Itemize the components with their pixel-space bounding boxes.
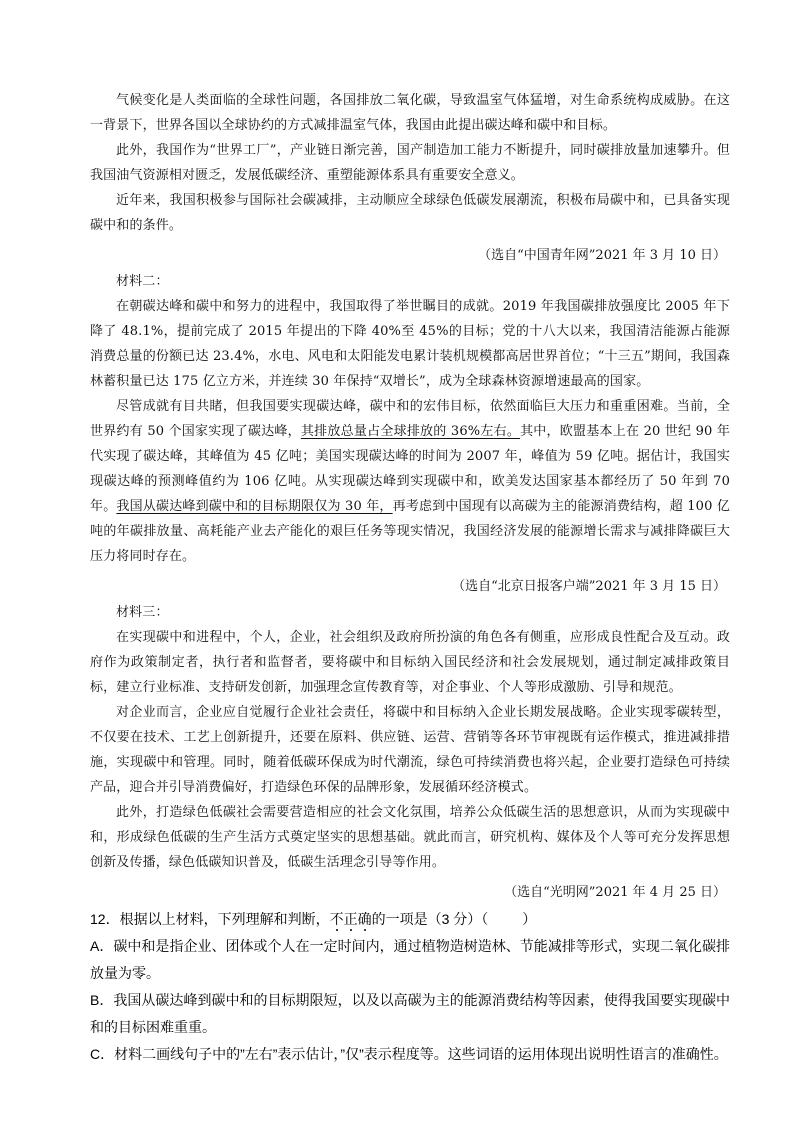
material2-label: 材料二： <box>116 274 169 289</box>
material3-label: 材料三： <box>116 605 169 620</box>
material3-paragraph-2: 对企业而言，企业应自觉履行企业社会责任，将碳中和目标纳入企业长期发展战略。企业实现零碳转型，不仅要在技术、工艺上创新提升，还要在原料、供应链、运营、营销等各环节审视既有运作模式，推进减排措施，实现碳中和管理。同时，随着低碳环保成为时代潮流，绿色可持续消费也将兴起，企业要打造绿色可持续产品，迎合并引导消费偏好，打造绿色环保的品牌形象，发展循环经济模式。 <box>90 705 730 795</box>
question-stem-text-2: 的一项是（3 分）（ <box>371 911 489 927</box>
question-stem-close: ） <box>522 911 537 927</box>
emphasis-char: 确 <box>357 911 372 927</box>
material3-paragraph-1: 在实现碳中和进程中，个人，企业，社会组织及政府所扮演的角色各有侧重，应形成良性配合及互动。政府作为政策制定者，执行者和监督者，要将碳中和目标纳入国民经济和社会发展规划，通过制定减排政策目标，建立行业标准、支持研发创新，加强理念宣传教育等，对企事业、个人等形成激励、引导和规范。 <box>90 630 730 695</box>
emphasis-char: 不 <box>329 911 344 927</box>
material1-source: （选自“中国青年网”2021 年 3 月 10 日） <box>478 248 726 263</box>
exam-page <box>90 88 730 1068</box>
material1-paragraph-2: 此外，我国作为“世界工厂”，产业链日渐完善，国产制造加工能力不断提升，同时碳排放量加速攀升。但我国油气资源相对匮乏，发展低碳经济、重塑能源体系具有重要安全意义。 <box>90 143 730 183</box>
material3-source: （选自“光明网”2021 年 4 月 25 日） <box>504 885 726 900</box>
option-b: B．我国从碳达峰到碳中和的目标期限短，以及以高碳为主的能源消费结构等因素，使得我国要实现碳中和的目标困难重重。 <box>90 992 730 1035</box>
material3-paragraph-3: 此外，打造绿色低碳社会需要营造相应的社会文化氛围，培养公众低碳生活的思想意识，从而为实现碳中和，形成绿色低碳的生产生活方式奠定坚实的思想基础。就此而言，研究机构、媒体及个人等可充分发挥思想创新及传播，绿色低碳知识普及，低碳生活理念引导等作用。 <box>90 805 730 870</box>
question-stem <box>90 906 730 933</box>
material1-paragraph-3: 近年来，我国积极参与国际社会碳减排，主动顺应全球绿色低碳发展潮流，积极布局碳中和，已具备实现碳中和的条件。 <box>90 193 730 233</box>
material2-text-b: 其中，欧盟基本上在 20 世纪 90 年代实现了碳达峰，其峰值为 45 亿吨；美国实现碳达峰的时间为 2007 年，峰值为 59 亿吨。据估计，我国实现碳达峰的预测峰值约为 106 亿吨。从实现碳达峰到实现碳中和，欧美发达国家基本都经历了 50 年到 70 年。 <box>90 424 730 514</box>
material2-source: （选自“北京日报客户端”2021 年 3 月 15 日） <box>452 579 726 594</box>
question-stem-text: 12．根据以上材料，下列理解和判断， <box>90 911 330 927</box>
option-a: A．碳中和是指企业、团体或个人在一定时间内，通过植物造树造林、节能减排等形式，实现二氧化碳排放量为零。 <box>90 938 730 981</box>
option-c: C．材料二画线句子中的”左右”表示估计，”仅”表示程度等。这些词语的运用体现出说明性语言的准确性。 <box>90 1046 728 1062</box>
underlined-sentence-2: 我国从碳达峰到碳中和的目标期限仅为 30 年， <box>116 499 393 514</box>
material2-text-c: 再考虑到中国现有以高碳为主的能源消费结构，超 100 亿吨的年碳排放量、高耗能产业去产能化的艰巨任务等现实情况，我国经济发展的能源增长需求与减排降碳巨大压力将同时存在。 <box>90 499 730 564</box>
material2-paragraph-1: 在朝碳达峰和碳中和努力的进程中，我国取得了举世瞩目的成就。2019 年我国碳排放强度比 2005 年下降了 48.1%，提前完成了 2015 年提出的下降 40%至 45%的目标；党的十八大以来，我国清洁能源占能源消费总量的份额已达 23.4%，水电、风电和太阳能发电累计装机规模都高居世界首位；“十三五”期间，我国森林蓄积量已达 175 亿立方米，并连续 30 年保持“双增长”，成为全球森林资源增速最高的国家。 <box>90 299 730 389</box>
material2-text-a: 尽管成就有目共睹，但我国要实现碳达峰，碳中和的宏伟目标，依然面临巨大压力和重重困难。当前，全世界约有 50 个国家实现了碳达峰， <box>90 399 730 439</box>
underlined-sentence-1: 其排放总量占全球排放的 36%左右。 <box>300 424 521 439</box>
material2-paragraph-2 <box>90 394 730 569</box>
material1-paragraph-1: 气候变化是人类面临的全球性问题，各国排放二氧化碳，导致温室气体猛增，对生命系统构成威胁。在这一背景下，世界各国以全球协约的方式减排温室气体，我国由此提出碳达峰和碳中和目标。 <box>90 93 730 133</box>
emphasis-char: 正 <box>343 911 358 927</box>
